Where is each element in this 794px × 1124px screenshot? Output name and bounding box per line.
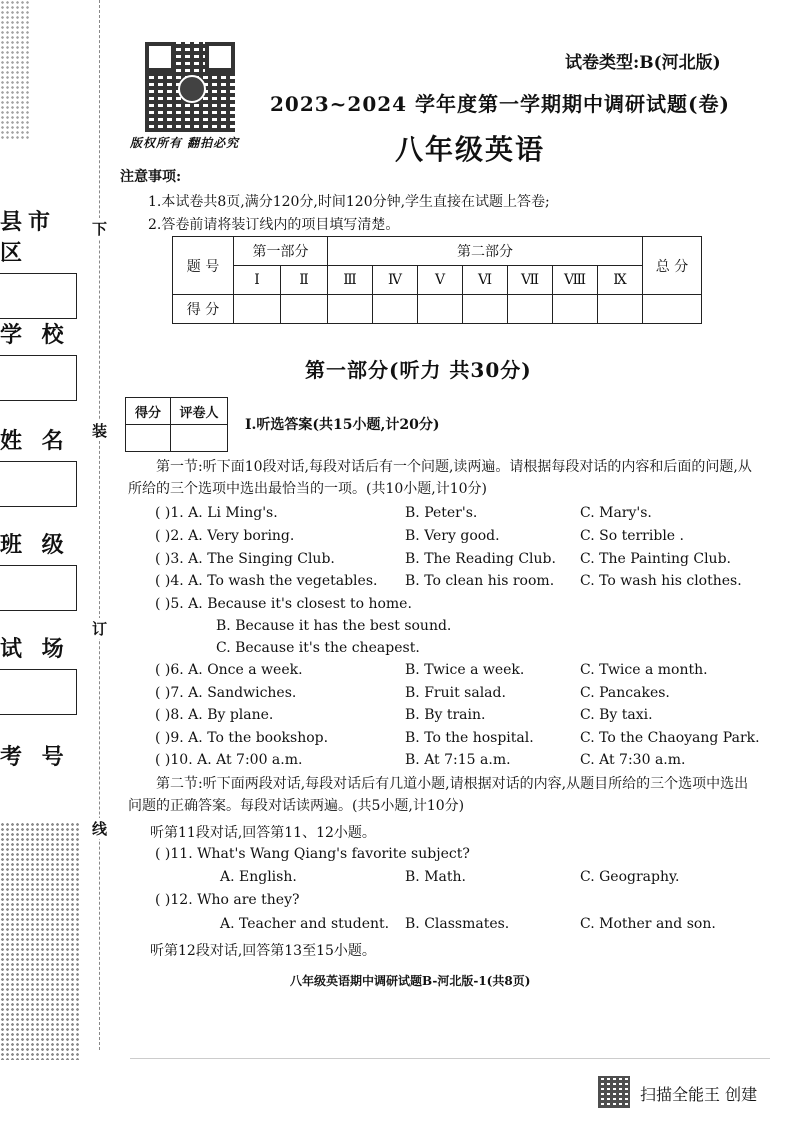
option-b: B. Peter's. <box>405 505 478 521</box>
question-stem: ( )1. A. Li Ming's. <box>155 505 278 521</box>
field-label: 县市区 <box>0 209 57 266</box>
binding-pattern-top <box>0 0 30 140</box>
option-b: B. Fruit salad. <box>405 685 506 701</box>
score-row-label: 题 号 <box>173 237 234 295</box>
option-b: B. Twice a week. <box>405 662 525 678</box>
subsection1-instructions: 第一节:听下面10段对话,每段对话后有一个问题,读两遍。请根据每段对话的内容和后面的问题,从所给的三个选项中选出最恰当的一项。(共10小题,计10分) <box>128 459 752 497</box>
score-cell[interactable] <box>643 295 702 324</box>
numeral-cell: Ⅲ <box>328 266 373 295</box>
question-stem: ( )11. What's Wang Qiang's favorite subject? <box>155 846 470 862</box>
numeral-cell: Ⅴ <box>418 266 463 295</box>
notice-item: 2.答卷前请将装订线内的项目填写清楚。 <box>148 217 400 233</box>
part1-header: 第一部分 <box>234 237 328 266</box>
option-c: C. To the Chaoyang Park. <box>580 730 760 746</box>
subject-title: 八年级英语 <box>395 133 546 166</box>
option-b: B. Because it has the best sound. <box>216 618 452 634</box>
question-stem: ( )9. A. To the bookshop. <box>155 730 329 746</box>
option-b: B. To the hospital. <box>405 730 534 746</box>
cut-char: 装 <box>92 422 108 440</box>
question-stem: ( )4. A. To wash the vegetables. <box>155 573 378 589</box>
section1-heading: Ⅰ.听选答案(共15小题,计20分) <box>245 417 440 433</box>
cut-char: 订 <box>92 620 108 638</box>
score-cell[interactable] <box>234 295 281 324</box>
question-stem: ( )8. A. By plane. <box>155 707 274 723</box>
field-number <box>0 740 78 771</box>
copyright-note: 版权所有 翻拍必究 <box>130 136 240 150</box>
option-b: B. Classmates. <box>405 916 510 932</box>
field-label: 班 级 <box>0 532 70 558</box>
field-county <box>0 205 78 319</box>
binding-strip <box>0 0 80 1060</box>
exam-title: 2023~2024 学年度第一学期期中调研试题(卷) <box>270 92 730 116</box>
option-c: C. Because it's the cheapest. <box>216 640 420 656</box>
total-header: 总 分 <box>643 237 702 295</box>
field-label: 试 场 <box>0 636 70 662</box>
field-school <box>0 318 78 401</box>
question-stem: ( )7. A. Sandwiches. <box>155 685 297 701</box>
option-a: A. English. <box>220 869 297 885</box>
score-cell[interactable] <box>328 295 373 324</box>
numeral-cell: Ⅳ <box>373 266 418 295</box>
scanner-qr-icon <box>598 1076 630 1108</box>
question-stem: ( )12. Who are they? <box>155 892 300 908</box>
grader-name-cell[interactable] <box>171 425 228 452</box>
field-box[interactable] <box>0 669 77 715</box>
field-box[interactable] <box>0 355 77 401</box>
option-c: C. By taxi. <box>580 707 653 723</box>
option-c: C. To wash his clothes. <box>580 573 742 589</box>
score-row-label: 得 分 <box>173 295 234 324</box>
field-box[interactable] <box>0 273 77 319</box>
binding-pattern-bottom <box>0 822 80 1060</box>
option-c: C. Twice a month. <box>580 662 708 678</box>
notice-heading: 注意事项: <box>120 169 182 185</box>
question-stem: ( )2. A. Very boring. <box>155 528 295 544</box>
part2-header: 第二部分 <box>328 237 643 266</box>
numeral-cell: Ⅰ <box>234 266 281 295</box>
question-stem: ( )3. A. The Singing Club. <box>155 551 335 567</box>
score-cell[interactable] <box>373 295 418 324</box>
score-cell[interactable] <box>281 295 328 324</box>
paper-type: 试卷类型:B(河北版) <box>565 53 721 73</box>
cut-char: 下 <box>92 220 108 238</box>
subsection2-instructions: 第二节:听下面两段对话,每段对话后有几道小题,请根据对话的内容,从题目所给的三个选项中选出问题的正确答案。每段对话读两遍。(共5小题,计10分) <box>128 776 749 814</box>
option-c: C. Pancakes. <box>580 685 670 701</box>
numeral-cell: Ⅱ <box>281 266 328 295</box>
option-a: A. Teacher and student. <box>220 916 390 932</box>
score-cell[interactable] <box>598 295 643 324</box>
field-name <box>0 424 78 507</box>
option-b: B. At 7:15 a.m. <box>405 752 511 768</box>
cut-line <box>99 0 100 1050</box>
option-b: B. Very good. <box>405 528 500 544</box>
dialog12-intro: 听第12段对话,回答第13至15小题。 <box>150 943 376 959</box>
option-c: C. Mother and son. <box>580 916 716 932</box>
option-c: C. Mary's. <box>580 505 652 521</box>
score-cell[interactable] <box>463 295 508 324</box>
score-cell[interactable] <box>508 295 553 324</box>
question-stem: ( )10. A. At 7:00 a.m. <box>155 752 303 768</box>
field-box[interactable] <box>0 565 77 611</box>
numeral-cell: Ⅵ <box>463 266 508 295</box>
grader-score-cell[interactable] <box>126 425 171 452</box>
option-b: B. By train. <box>405 707 486 723</box>
part1-title: 第一部分(听力 共30分) <box>305 358 532 382</box>
field-box[interactable] <box>0 461 77 507</box>
numeral-cell: Ⅶ <box>508 266 553 295</box>
notice-item: 1.本试卷共8页,满分120分,时间120分钟,学生直接在试题上答卷; <box>148 194 550 210</box>
option-c: C. The Painting Club. <box>580 551 731 567</box>
question-stem: ( )5. A. Because it's closest to home. <box>155 596 412 612</box>
option-c: C. So terrible . <box>580 528 684 544</box>
grader-name-label: 评卷人 <box>171 398 228 425</box>
page-footer: 八年级英语期中调研试题B-河北版-1(共8页) <box>290 974 531 988</box>
field-label: 姓 名 <box>0 428 70 454</box>
score-cell[interactable] <box>553 295 598 324</box>
option-b: B. Math. <box>405 869 466 885</box>
field-room <box>0 632 78 715</box>
score-cell[interactable] <box>418 295 463 324</box>
numeral-cell: Ⅷ <box>553 266 598 295</box>
grader-box <box>125 397 228 452</box>
question-stem: ( )6. A. Once a week. <box>155 662 303 678</box>
qr-code-icon <box>145 42 235 132</box>
option-b: B. The Reading Club. <box>405 551 556 567</box>
option-b: B. To clean his room. <box>405 573 555 589</box>
qr-logo <box>178 75 206 103</box>
dialog11-intro: 听第11段对话,回答第11、12小题。 <box>150 825 376 841</box>
field-label: 学 校 <box>0 322 70 348</box>
scan-edge <box>130 1058 770 1059</box>
field-label: 考 号 <box>0 744 70 770</box>
cut-char: 线 <box>92 820 108 838</box>
scanner-watermark: 扫描全能王 创建 <box>640 1085 758 1104</box>
field-class <box>0 528 78 611</box>
option-c: C. At 7:30 a.m. <box>580 752 686 768</box>
score-table <box>172 236 702 324</box>
option-c: C. Geography. <box>580 869 680 885</box>
grader-score-label: 得分 <box>126 398 171 425</box>
numeral-cell: Ⅸ <box>598 266 643 295</box>
